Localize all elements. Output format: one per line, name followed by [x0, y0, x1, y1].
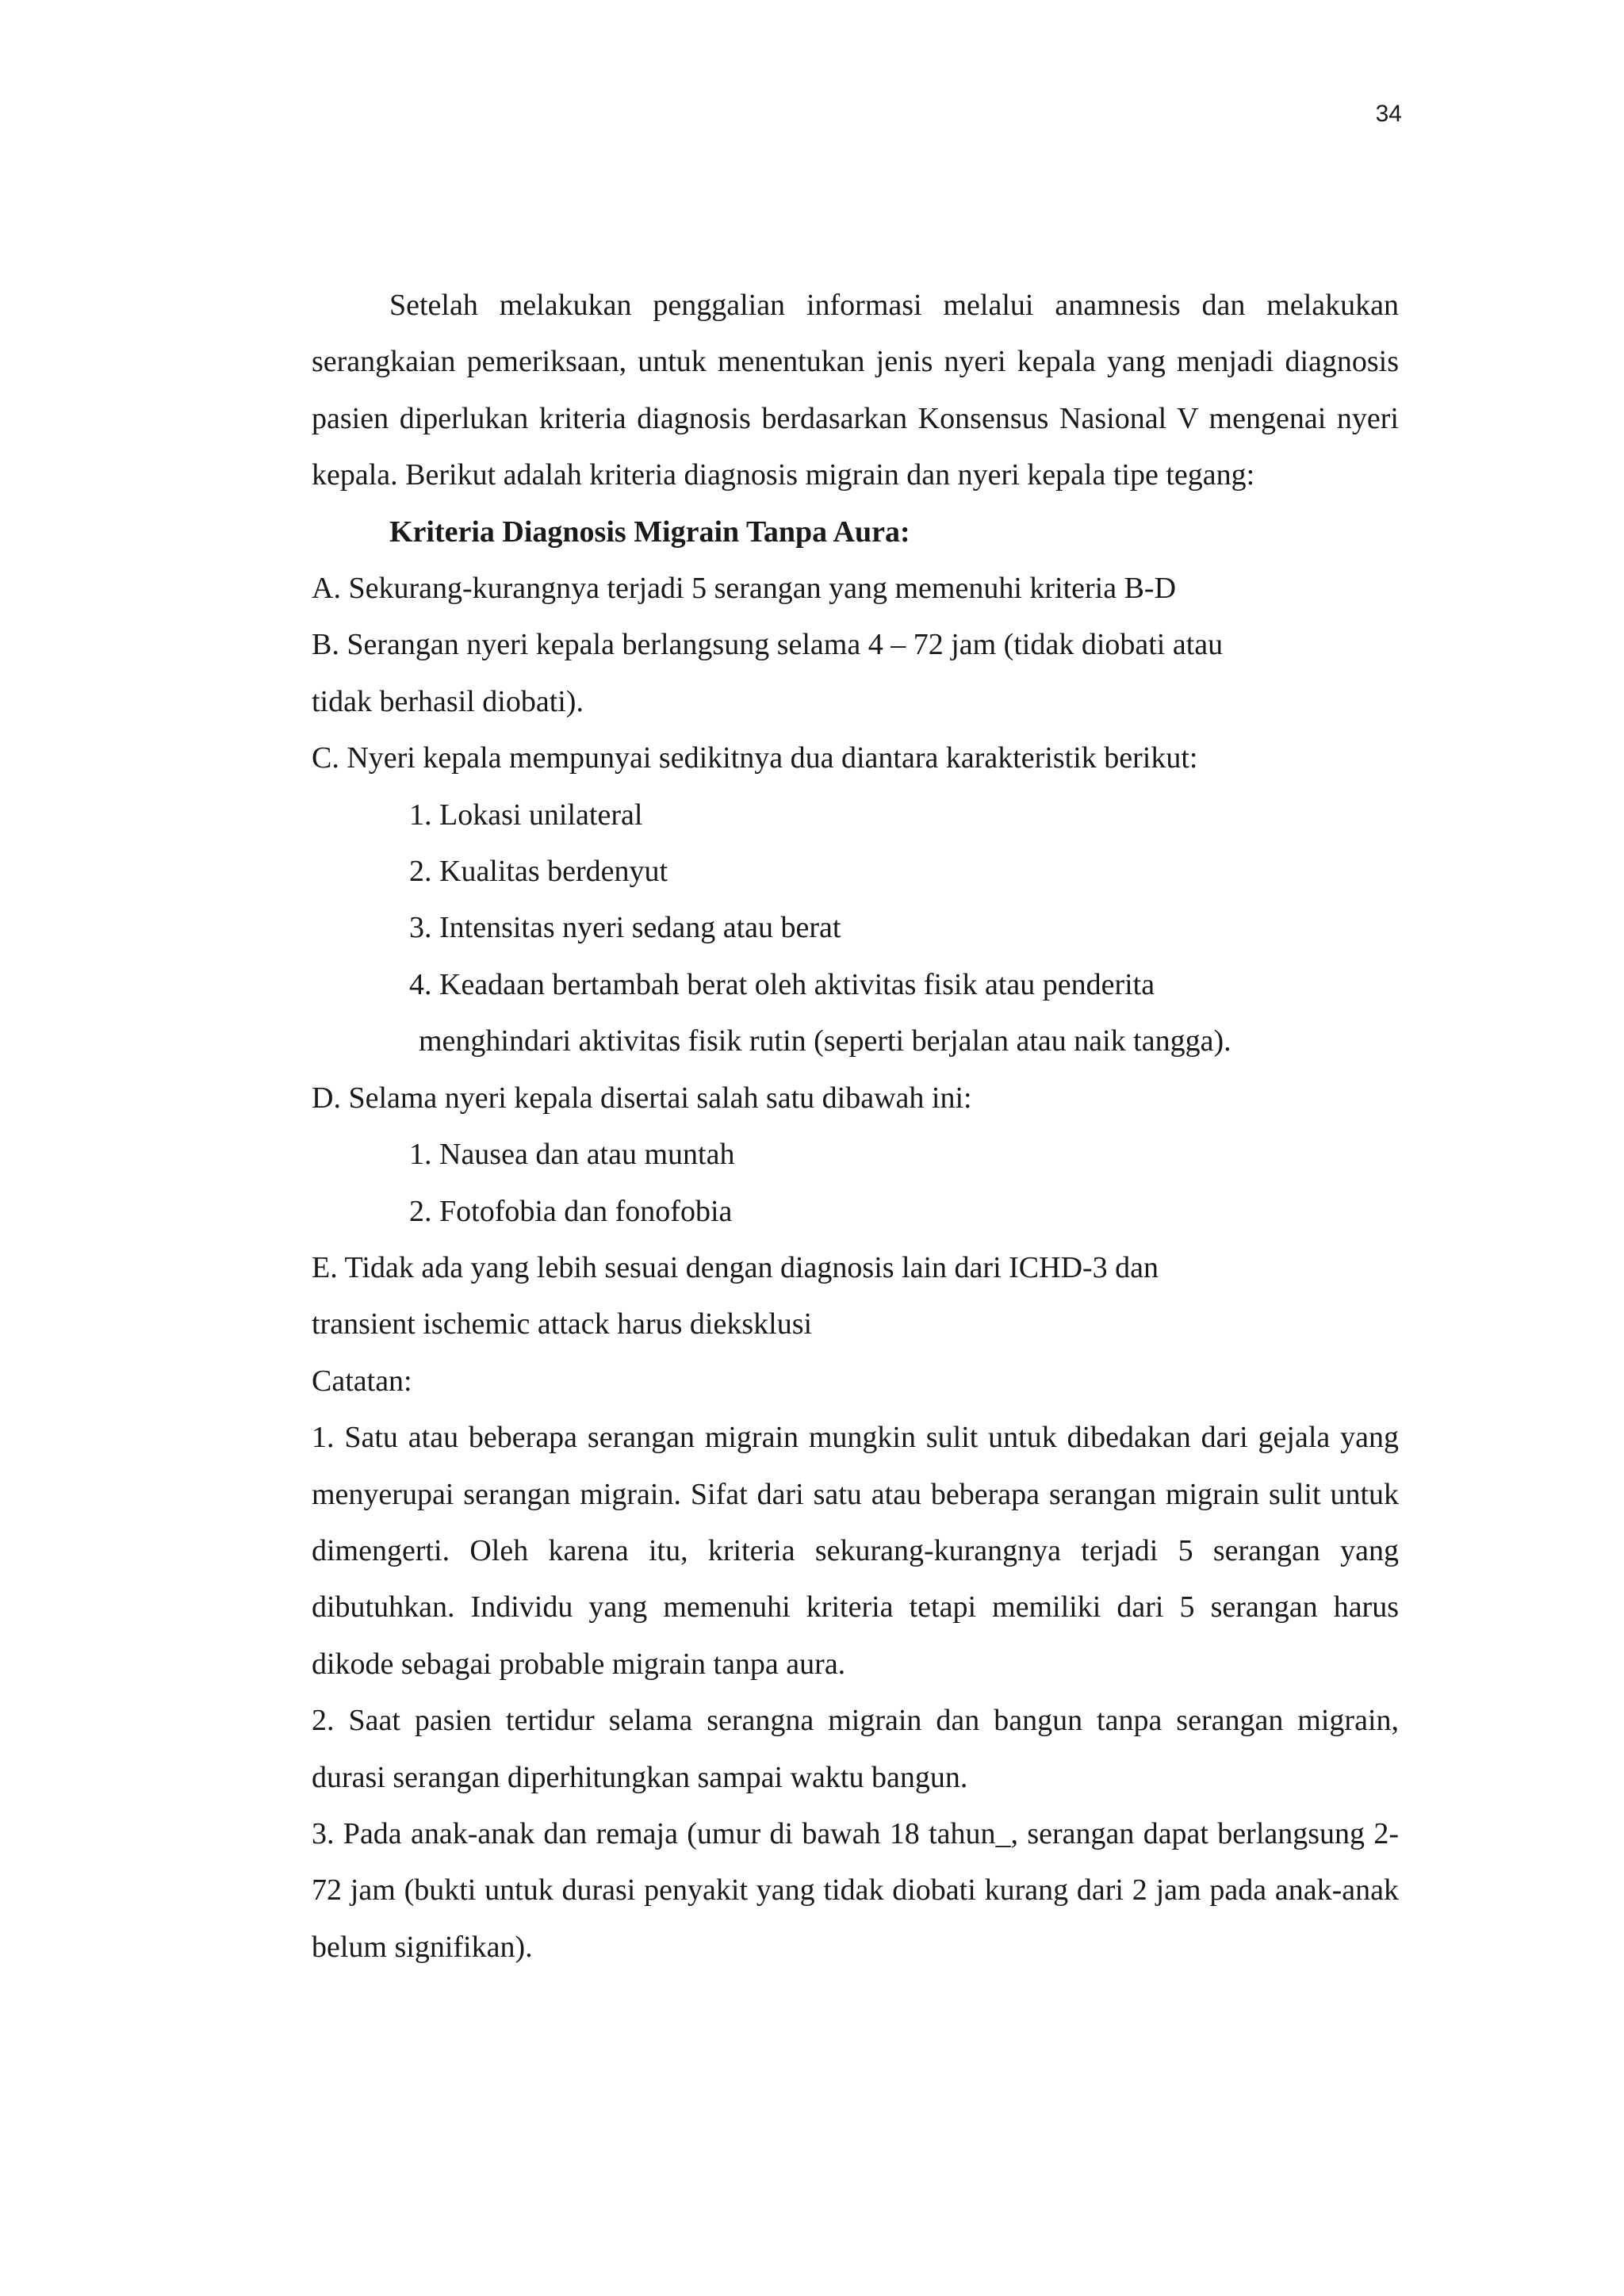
intro-paragraph: Setelah melakukan penggalian informasi melalui anamnesis dan melakukan serangkaian pemeriksaan, untuk menentukan jenis nyeri kepala yang menjadi diagnosis pasien diperlukan kriteria diagnosis berdasarkan Konsensus Nasional V mengenai nyeri kepala. Berikut adalah kriteria diagnosis migrain dan nyeri kepala tipe tegang: [312, 289, 1399, 492]
criterion-c-item-4-continued: menghindari aktivitas fisik rutin (seperti berjalan atau naik tangga). [419, 1024, 1231, 1058]
criterion-d-item-1: 1. Nausea dan atau muntah [409, 1138, 735, 1172]
note-2: 2. Saat pasien tertidur selama serangna migrain dan bangun tanpa serangan migrain, durasi serangan diperhitungkan sampai waktu bangun. [312, 1704, 1399, 1794]
criterion-c-item-3: 3. Intensitas nyeri sedang atau berat [409, 911, 841, 945]
criterion-c-item-2: 2. Kualitas berdenyut [409, 855, 668, 889]
criterion-d-item-2: 2. Fotofobia dan fonofobia [409, 1194, 733, 1228]
criterion-b-line-1: B. Serangan nyeri kepala berlangsung selama 4 – 72 jam (tidak diobati atau [312, 628, 1224, 662]
criterion-c-item-4: 4. Keadaan bertambah berat oleh aktivitas fisik atau penderita [409, 967, 1155, 1001]
page-body [312, 277, 1399, 1976]
criterion-c: C. Nyeri kepala mempunyai sedikitnya dua diantara karakteristik berikut: [312, 741, 1198, 775]
criterion-d: D. Selama nyeri kepala disertai salah satu dibawah ini: [312, 1081, 972, 1115]
criterion-e-line-1: E. Tidak ada yang lebih sesuai dengan diagnosis lain dari ICHD-3 dan [312, 1250, 1159, 1284]
criterion-b-line-2: tidak berhasil diobati). [312, 684, 584, 718]
notes-label: Catatan: [312, 1364, 412, 1398]
note-1: 1. Satu atau beberapa serangan migrain mungkin sulit untuk dibedakan dari gejala yang menyerupai serangan migrain. Sifat dari satu atau beberapa serangan migrain sulit untuk dimengerti. Oleh karena itu, kriteria sekurang-kurangnya terjadi 5 serangan yang dibutuhkan. Individu yang memenuhi kriteria tetapi memiliki dari 5 serangan harus dikode sebagai probable migrain tanpa aura. [312, 1421, 1399, 1681]
section-heading: Kriteria Diagnosis Migrain Tanpa Aura: [389, 515, 910, 549]
criterion-a: A. Sekurang-kurangnya terjadi 5 serangan yang memenuhi kriteria B-D [312, 572, 1177, 606]
criterion-c-item-1: 1. Lokasi unilateral [409, 798, 643, 832]
page-number: 34 [1375, 101, 1402, 127]
note-3: 3. Pada anak-anak dan remaja (umur di bawah 18 tahun_, serangan dapat berlangsung 2-72 jam (bukti untuk durasi penyakit yang tidak diobati kurang dari 2 jam pada anak-anak belum signifikan). [312, 1816, 1399, 1964]
criterion-e-line-2: transient ischemic attack harus dieksklusi [312, 1307, 813, 1341]
